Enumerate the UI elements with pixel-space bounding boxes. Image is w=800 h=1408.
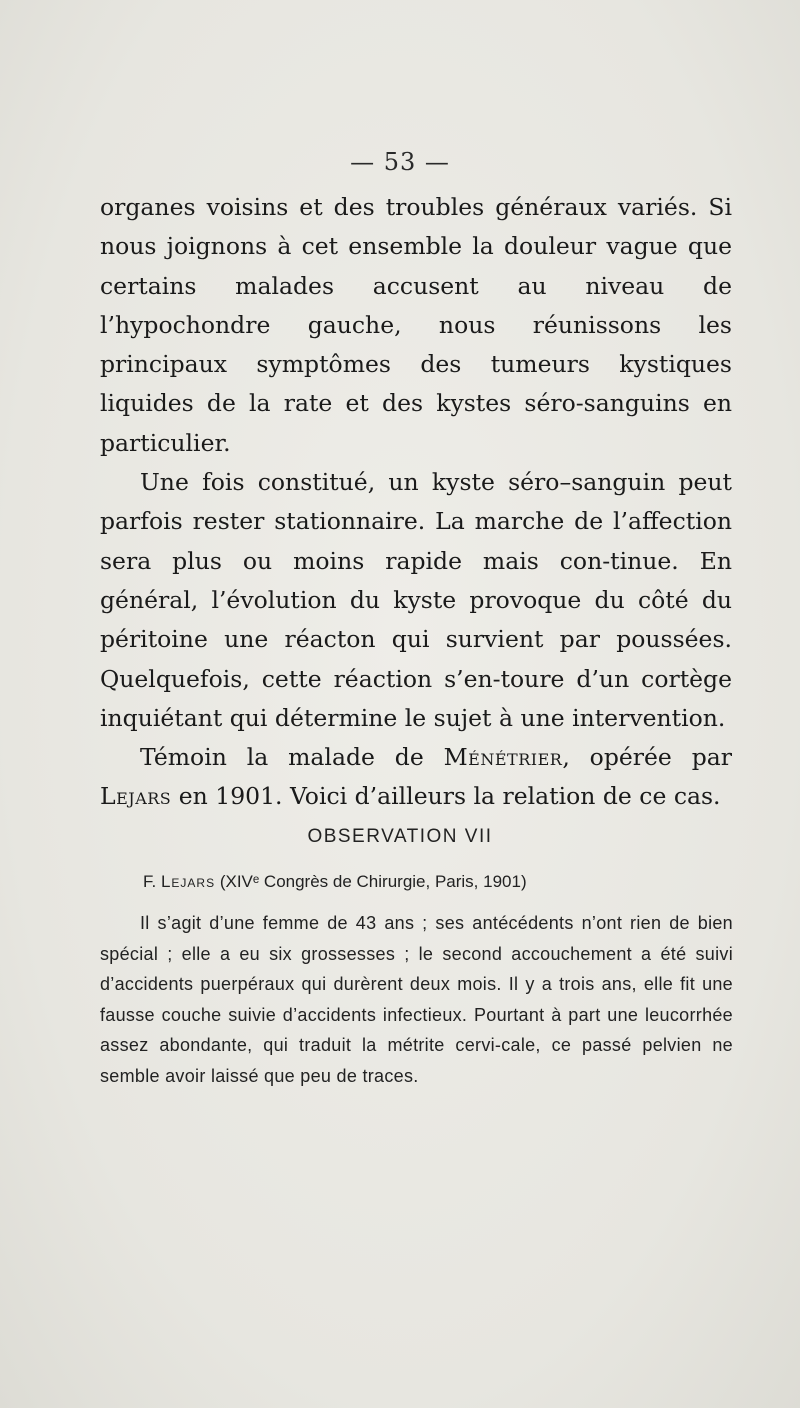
paragraph-3-text-c: en 1901. Voici d’ailleurs la relation de ce cas. — [171, 782, 721, 811]
observation-body — [100, 908, 733, 1092]
reference-prefix: F. — [143, 872, 161, 891]
paragraph-2: Une fois constitué, un kyste séro–sanguin peut parfois rester stationnaire. La marche de l’affection sera plus ou moins rapide mais con-tinue. En général, l’évolution du kyste provoque du côté du péritoine une réacton qui survient par poussées. Quelquefois, cette réaction s’en-toure d’un cortège inquiétant qui détermine le sujet à une intervention. — [100, 468, 732, 732]
reference-author: Lejars — [160, 872, 216, 891]
reference-source: (XIVᵉ Congrès de Chirurgie, Paris, 1901) — [215, 872, 527, 891]
author-menetrier: Ménétrier — [443, 743, 563, 772]
author-lejars: Lejars — [100, 782, 172, 811]
observation-heading: OBSERVATION VII — [307, 826, 493, 847]
main-text — [100, 188, 732, 817]
paragraph-3 — [100, 738, 732, 817]
paragraph-3-text-a: Témoin la malade de — [140, 743, 444, 772]
paragraph-1: organes voisins et des troubles généraux variés. Si nous joignons à cet ensemble la douleur vague que certains malades accusent au niveau de l’hypochondre gauche, nous réunissons les principaux symptômes des tumeurs kystiques liquides de la rate et des kystes séro-sanguins en particulier. — [100, 193, 732, 457]
observation-reference — [143, 872, 763, 892]
page-number: — 53 — — [350, 148, 450, 176]
paragraph-3-text-b: , opérée par — [562, 743, 732, 772]
observation-paragraph: Il s’agit d’une femme de 43 ans ; ses antécédents n’ont rien de bien spécial ; elle a eu six grossesses ; le second accouchement a été suivi d’accidents puerpéraux qui durèrent deux mois. Il y a trois ans, elle fit une fausse couche suivie d’accidents infectieux. Pourtant à part une leucorrhée assez abondante, qui traduit la métrite cervi-cale, ce passé pelvien ne semble avoir laissé que peu de traces. — [100, 913, 733, 1086]
